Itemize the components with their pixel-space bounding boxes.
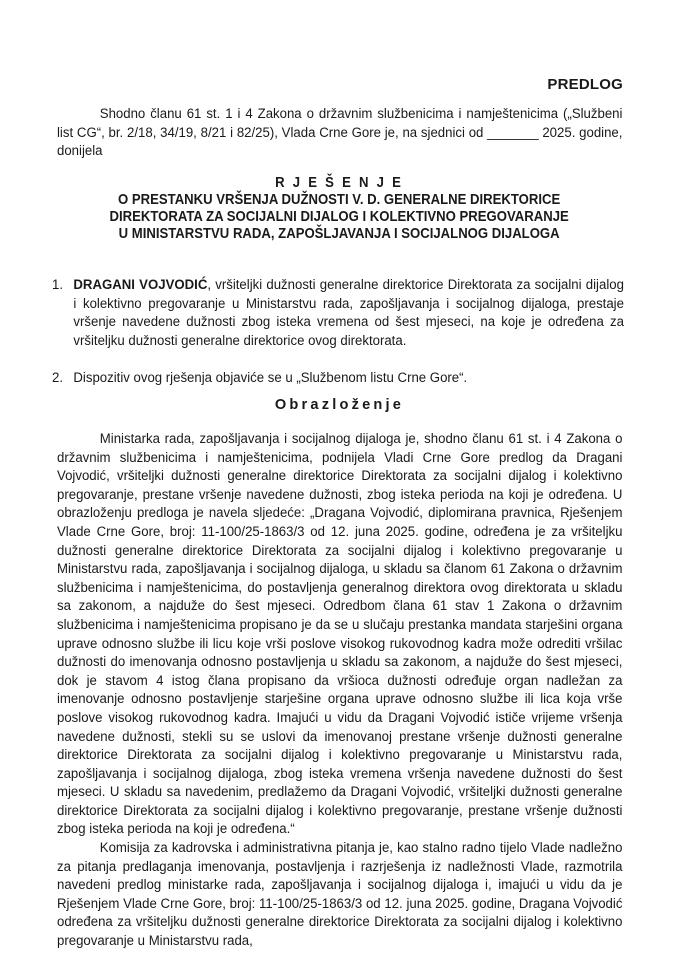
item-number: 2.	[52, 370, 64, 387]
item-name: DRAGANI VOJVODIĆ	[73, 277, 208, 293]
title-line-2: DIREKTORATA ZA SOCIJALNI DIJALOG I KOLEKTIVNO PREGOVARANJE	[109, 209, 570, 225]
item-number: 1.	[52, 277, 64, 293]
preamble-text: Shodno članu 61 st. 1 i 4 Zakona o državnim službenicima i namještenicima („Službeni list CG“, br. 2/18, 34/19, 8/21 i 82/25), Vlada Crne Gore je, na sjednici od _______ 2025. godine, donijela	[57, 106, 623, 160]
reasoning-body	[57, 430, 622, 951]
title-line-1: O PRESTANKU VRŠENJA DUŽNOSTI V. D. GENERALNE DIREKTORICE	[118, 192, 561, 208]
preamble	[57, 105, 622, 161]
list-item	[52, 369, 624, 388]
item-text: Dispozitiv ovog rješenja objaviće se u „Službenom listu Crne Gore“.	[73, 370, 468, 387]
list-item	[52, 276, 624, 350]
reasoning-paragraph-2: Komisija za kadrovska i administrativna pitanja je, kao stalno radno tijelo Vlade nadležno za pitanja predlaganja imenovanja, postavljenja i razrješenja iz nadležnosti Vlade, razmotrila navedeni predlog ministarke rada, zapošljavanja i socijalnog dijaloga i, imajući u vidu da je Rješenjem Vlade Crne Gore, broj: 11-100/25-1863/3 od 12. juna 2025. godine, Dragana Vojvodić određena za vršiteljku dužnosti generalne direktorice Direktorata za socijalni dijalog i kolektivno pregovaranje u Ministarstvu rada,	[57, 840, 623, 950]
title-line-3: U MINISTARSTVU RADA, ZAPOŠLJAVANJA I SOCIJALNOG DIJALOGA	[118, 226, 560, 242]
document-label: PREDLOG	[547, 76, 623, 93]
item-text: , vršiteljki dužnosti generalne direktorice Direktorata za socijalni dijalog i kolektivno pregovaranje u Ministarstvu rada, zapošljavanja i socijalnog dijaloga, prestaje vršenje navedene dužnosti zbog isteka vremena od šest mjeseci, na koje je određena za vršiteljku dužnosti generalne direktorice ovog direktorata.	[73, 277, 624, 349]
decision-heading: R J E Š E N J E	[275, 175, 404, 191]
decision-title	[0, 175, 679, 243]
decision-items	[52, 276, 624, 388]
reasoning-heading: Obrazloženje	[274, 397, 405, 413]
reasoning-paragraph-1: Ministarka rada, zapošljavanja i socijalnog dijaloga je, shodno članu 61 st. i 4 Zakona o državnim službenicima i namještenicima, podnijela Vladi Crne Gore predlog da Dragani Vojvodić, vršiteljki dužnosti generalne direktorice Direktorata za socijalni dijalog i kolektivno pregovaranje, prestane vršenje navedene dužnosti, zbog isteka perioda na koji je određena. U obrazloženju predloga je navela sljedeće: „Dragana Vojvodić, diplomirana pravnica, Rješenjem Vlade Crne Gore, broj: 11-100/25-1863/3 od 12. juna 2025. godine, određena je za vršiteljku dužnosti generalne direktorice Direktorata za socijalni dijalog i kolektivno pregovaranje u Ministarstvu rada, zapošljavanja i socijalnog dijaloga, u skladu sa članom 61 Zakona o državnim službenicima i namještenicima, do postavljenja generalnog direktora ovog direktorata u skladu sa zakonom, a najduže do šest mjeseci. Odredbom člana 61 stav 1 Zakona o državnim službenicima i namještenicima propisano je da se u slučaju prestanka mandata starješini organa uprave odnosno službe ili licu koje vrši poslove visokog rukovodnog kadra može odrediti vršilac dužnosti do imenovanja odnosno postavljenja u skladu sa zakonom, a najduže do šest mjeseci, dok je stavom 4 istog člana propisano da vršioca dužnosti određuje organ nadležan za imenovanje odnosno postavljenje starješine organa uprave odnosno službe ili lica koja vrše poslove visokog rukovodnog kadra. Imajući u vidu da Dragani Vojvodić ističe vrijeme vršenja navedene dužnosti, stekli su se uslovi da imenovanoj prestane vršenje dužnosti generalne direktorice Direktorata za socijalni dijalog i kolektivno pregovaranje u Ministarstvu rada, zapošljavanja i socijalnog dijaloga, zbog isteka vremena vršenja navedene dužnosti do šest mjeseci. U skladu sa navedenim, predlažemo da Dragani Vojvodić, vršiteljki dužnosti generalne direktorice Direktorata za socijalni dijalog i kolektivno pregovaranje, prestane vršenje dužnosti zbog isteka perioda na koji je određena.“	[57, 431, 623, 838]
